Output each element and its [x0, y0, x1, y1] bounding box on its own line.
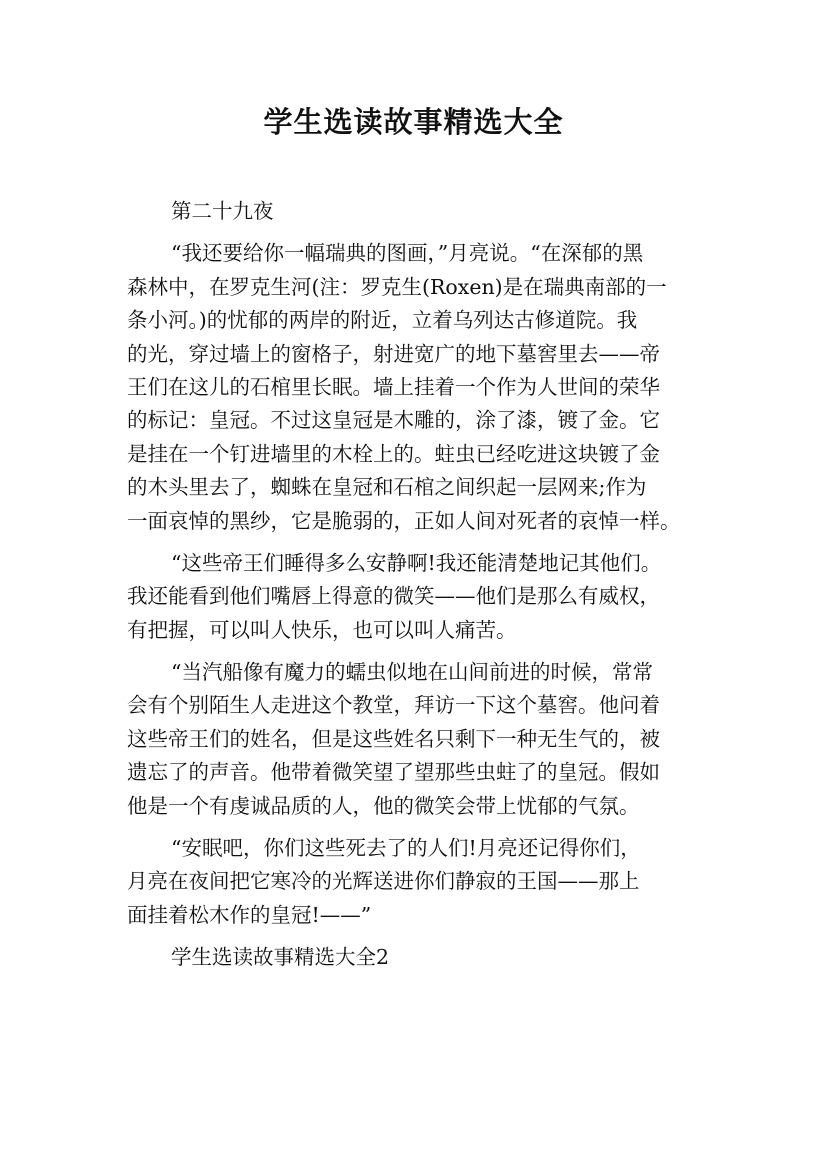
paragraph-line: 王们在这儿的石棺里长眠。墙上挂着一个作为人世间的荣华	[127, 374, 660, 399]
paragraph-line: 面挂着松木作的皇冠!——”	[127, 902, 372, 927]
paragraph-line: “安眠吧，你们这些死去了的人们!月亮还记得你们，	[171, 836, 641, 861]
paragraph-line: 他是一个有虔诚品质的人，他的微笑会带上忧郁的气氛。	[127, 793, 640, 818]
chapter-heading: 第二十九夜	[171, 199, 274, 223]
paragraph-line: 森林中，在罗克生河(注：罗克生(Roxen)是在瑞典南部的一	[127, 274, 667, 299]
paragraph-line: 的标记：皇冠。不过这皇冠是木雕的，涂了漆，镀了金。它	[127, 408, 660, 433]
section-heading: 学生选读故事精选大全2	[171, 945, 390, 970]
document-title: 学生选读故事精选大全	[263, 105, 564, 139]
paragraph-line: 的木头里去了，蜘蛛在皇冠和石棺之间织起一层网来;作为	[127, 475, 647, 500]
paragraph-line: “这些帝王们睡得多么安静啊!我还能清楚地记其他们。	[171, 550, 662, 575]
paragraph-line: 我还能看到他们嘴唇上得意的微笑——他们是那么有威权，	[127, 584, 660, 609]
paragraph-line: “我还要给你一幅瑞典的图画，”月亮说。“在深郁的黑	[171, 241, 644, 266]
paragraph-line: 一面哀悼的黑纱，它是脆弱的，正如人间对死者的哀悼一样。	[127, 508, 681, 533]
paragraph-line: 是挂在一个钉进墙里的木栓上的。蛀虫已经吃进这块镀了金	[127, 441, 660, 466]
paragraph-line: 有把握，可以叫人快乐，也可以叫人痛苦。	[127, 617, 517, 642]
paragraph-line: “当汽船像有魔力的蠕虫似地在山间前进的时候，常常	[171, 660, 653, 685]
paragraph-line: 遗忘了的声音。他带着微笑望了望那些虫蛀了的皇冠。假如	[127, 760, 660, 785]
paragraph-line: 月亮在夜间把它寒冷的光辉送进你们静寂的王国——那上	[127, 869, 640, 894]
paragraph-line: 条小河。)的忧郁的两岸的附近，立着乌列达古修道院。我	[127, 308, 638, 333]
paragraph-line: 这些帝王们的姓名，但是这些姓名只剩下一种无生气的，被	[127, 726, 660, 751]
paragraph-line: 会有个别陌生人走进这个教堂，拜访一下这个墓窖。他问着	[127, 693, 660, 718]
paragraph-line: 的光，穿过墙上的窗格子，射进宽广的地下墓窖里去——帝	[127, 341, 660, 366]
document-body	[127, 195, 717, 975]
